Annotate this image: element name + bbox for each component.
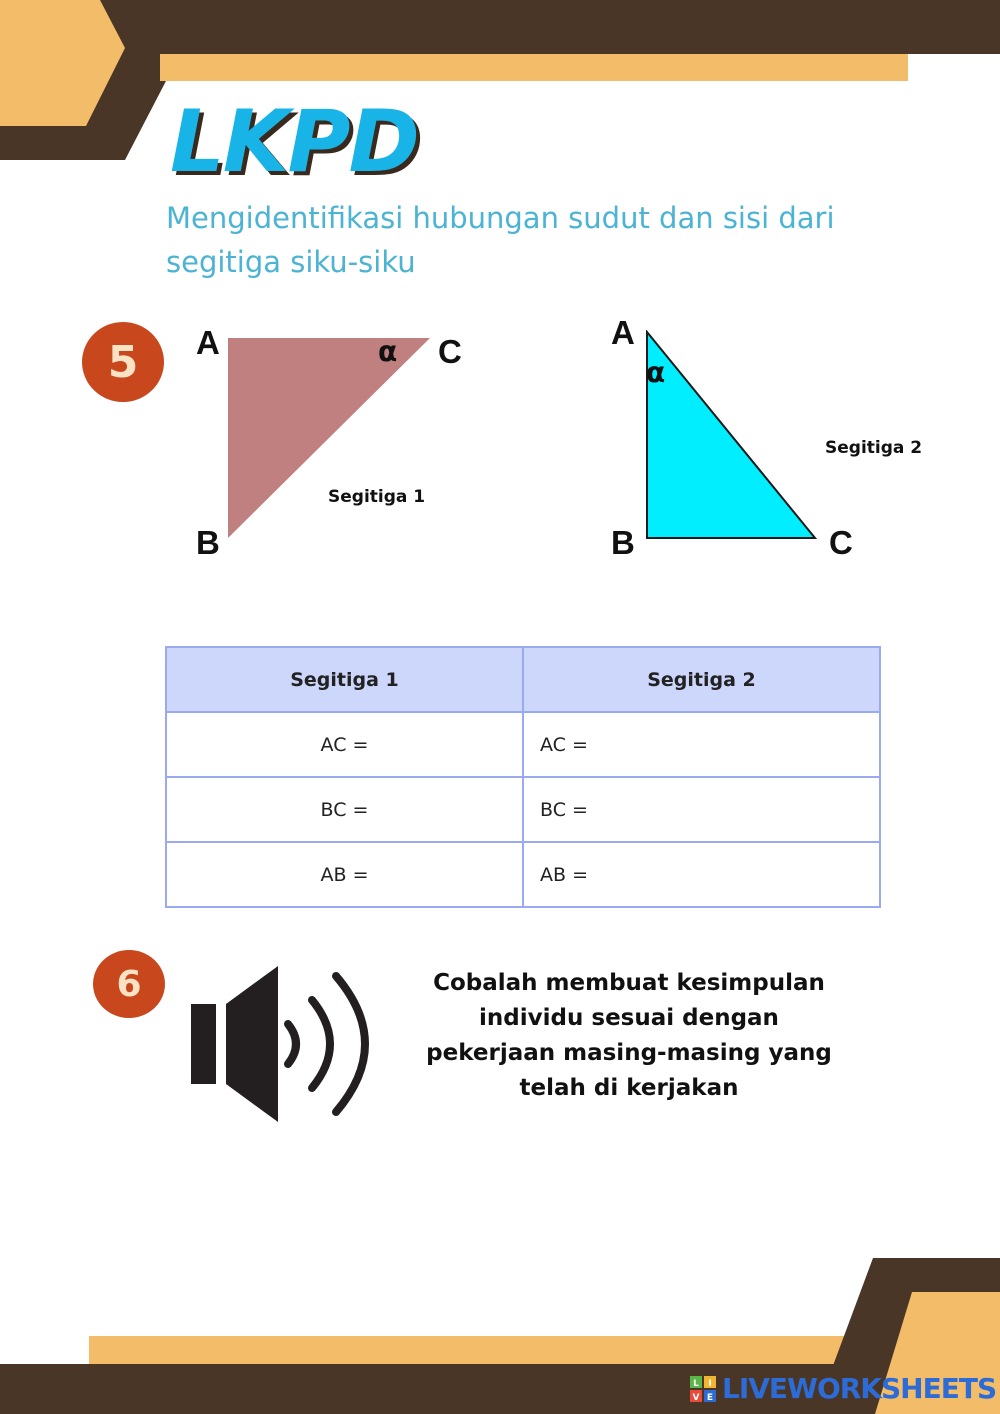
triangle-2-angle-label: α: [646, 356, 666, 389]
question-6-instruction: Cobalah membuat kesimpulan individu sesuai dengan pekerjaan masing-masing yang telah di kerjakan: [426, 970, 832, 1101]
triangle-2-shape: [645, 330, 819, 542]
logo-letter-l: L: [693, 1378, 699, 1389]
table-row: [166, 712, 880, 777]
speaker-icon[interactable]: [188, 962, 374, 1126]
table-cell-bc-2[interactable]: BC =: [523, 777, 880, 842]
table-cell-ab-2[interactable]: AB =: [523, 842, 880, 907]
triangle-1-angle-label: α: [378, 335, 398, 368]
table-header-row: [166, 647, 880, 712]
triangle-2-vertex-b: B: [611, 524, 635, 561]
table-cell-ab-1[interactable]: AB =: [166, 842, 523, 907]
triangle-2-caption: Segitiga 2: [825, 438, 923, 458]
table-row: [166, 777, 880, 842]
table-cell-ac-2[interactable]: AC =: [523, 712, 880, 777]
question-6-badge: 6: [93, 950, 165, 1018]
table-header-segitiga-2: Segitiga 2: [523, 647, 880, 712]
table-cell-bc-1[interactable]: BC =: [166, 777, 523, 842]
triangle-2-vertex-c: C: [829, 524, 853, 561]
table-row: [166, 842, 880, 907]
answer-table: [165, 646, 881, 908]
triangle-2-vertex-a: A: [611, 314, 635, 351]
logo-letter-e: E: [706, 1392, 714, 1402]
triangle-1-caption: Segitiga 1: [328, 487, 426, 507]
logo-letter-v: V: [692, 1392, 700, 1402]
triangle-1-shape: [226, 338, 432, 540]
table-cell-ac-1[interactable]: AC =: [166, 712, 523, 777]
triangle-1-vertex-c: C: [438, 333, 462, 370]
liveworksheets-logo-icon: [690, 1376, 716, 1402]
triangle-1-vertex-a: A: [196, 324, 220, 361]
question-5-badge: 5: [82, 322, 164, 402]
liveworksheets-brand[interactable]: [690, 1372, 996, 1405]
logo-letter-i: I: [708, 1378, 712, 1389]
page-subtitle: Mengidentifikasi hubungan sudut dan sisi dari segitiga siku-siku: [166, 201, 835, 279]
page-title: LKPD: [170, 92, 418, 192]
table-header-segitiga-1: Segitiga 1: [166, 647, 523, 712]
liveworksheets-text: LIVEWORKSHEETS: [722, 1372, 997, 1405]
triangle-1-vertex-b: B: [196, 524, 220, 561]
